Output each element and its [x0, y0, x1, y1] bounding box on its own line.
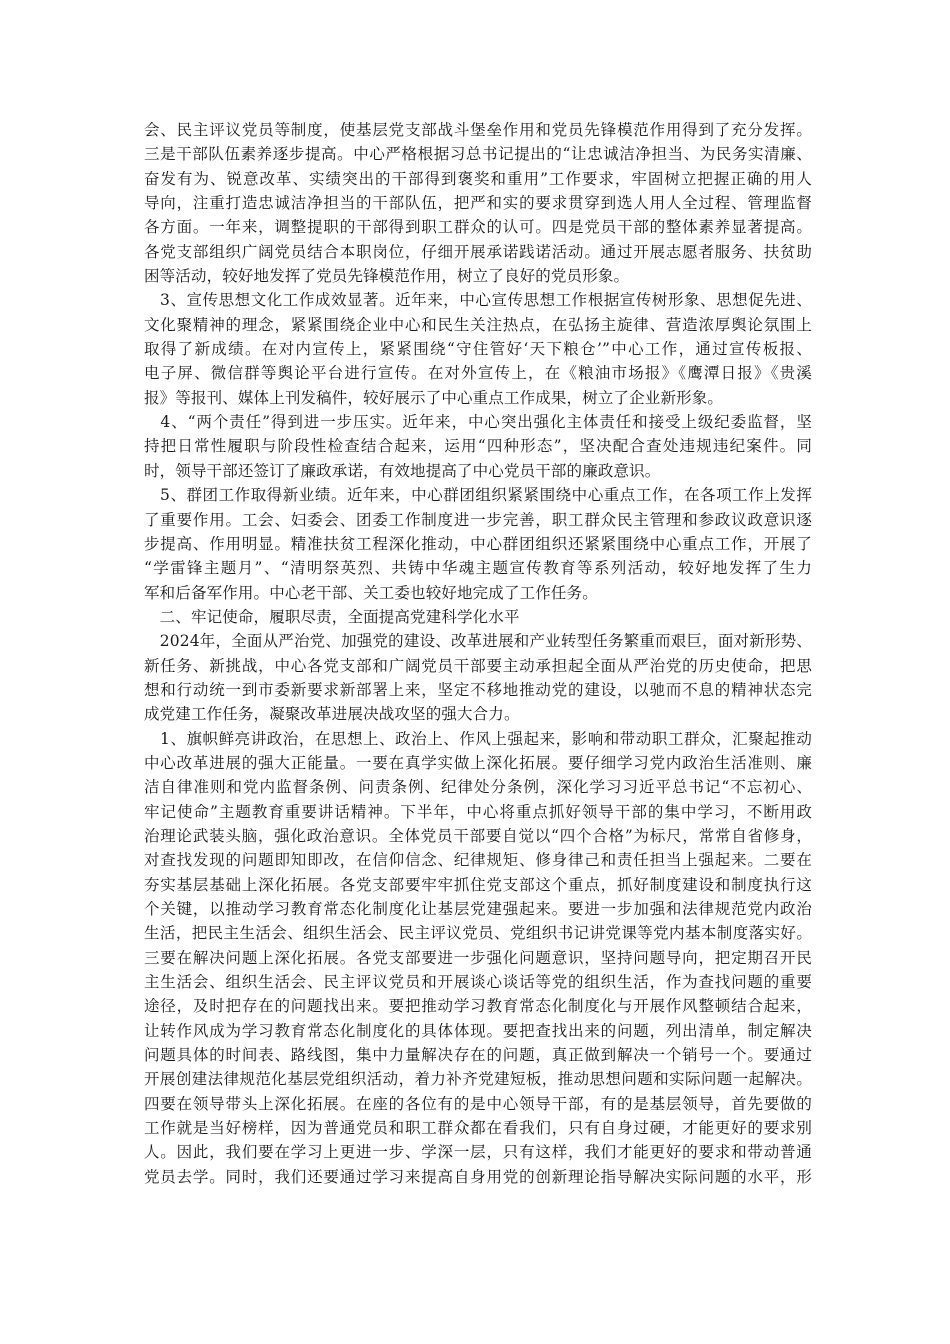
text-line: 电子屏、微信群等舆论平台进行宣传。在对外宣传上，在《粮油市场报》《鹰潭日报》《贵溪 [144, 364, 812, 383]
text-line: 中心改革进展的强大正能量。一要在真学实做上深化拓展。要仔细学习党内政治生活准则、廉 [144, 753, 812, 772]
text-line: 让转作风成为学习教育常态化制度化的具体体现。要把查找出来的问题，列出清单，制定解决 [144, 1021, 812, 1040]
text-line: 开展创建法律规范化基层党组织活动，着力补齐党建短板，推动思想问题和实际问题一起解决。 [144, 1070, 812, 1089]
text-line: 导向，注重打造忠诚洁净担当的干部队伍，把严和实的要求贯穿到选人用人全过程、管理监督 [144, 194, 812, 213]
text-line: 新任务、新挑战，中心各党支部和广阔党员干部要主动承担起全面从严治党的历史使命，把思 [144, 656, 812, 675]
text-line: 1、旗帜鲜亮讲政治，在思想上、政治上、作风上强起来，影响和带动职工群众，汇聚起推动 [144, 729, 812, 748]
text-line: 治理论武装头脑，强化政治意识。全体党员干部要自觉以“四个合格”为标尺，常常自省修身， [144, 826, 812, 845]
text-line: 各党支部组织广阔党员结合本职岗位，仔细开展承诺践诺活动。通过开展志愿者服务、扶贫助 [144, 242, 812, 261]
text-line: 了重要作用。工会、妇委会、团委工作制度进一步完善，职工群众民主管理和参政议政意识逐 [144, 510, 812, 529]
document-body [144, 118, 812, 1189]
text-line: 二、牢记使命，履职尽责，全面提高党建科学化水平 [144, 607, 520, 626]
text-line: 文化聚精神的理念，紧紧围绕企业中心和民生关注热点，在弘扬主旋律、营造浓厚舆论氛围上 [144, 315, 812, 334]
text-line: 困等活动，较好地发挥了党员先锋模范作用，树立了良好的党员形象。 [144, 267, 630, 286]
text-line: 成党建工作任务，凝聚改革进展决战攻坚的强大合力。 [144, 705, 520, 724]
text-line: 三要在解决问题上深化拓展。各党支部要进一步强化问题意识，坚持问题导向，把定期召开民 [144, 948, 812, 967]
text-line: 军和后备军作用。中心老干部、关工委也较好地完成了工作任务。 [144, 583, 598, 602]
text-line: 3、宣传思想文化工作成效显著。近年来，中心宣传思想工作根据宣传树形象、思想促先进、 [144, 291, 812, 310]
text-line: 对查找发现的问题即知即改，在信仰信念、纪律规矩、修身律己和责任担当上强起来。二要在 [144, 851, 812, 870]
text-line: 党员去学。同时，我们还要通过学习来提高自身用党的创新理论指导解决实际问题的水平，形 [144, 1167, 812, 1186]
text-line: 工作就是当好榜样，因为普通党员和职工群众都在看我们，只有自身过硬，才能更好的要求别 [144, 1119, 812, 1138]
text-line: 三是干部队伍素养逐步提高。中心严格根据习总书记提出的“让忠诚洁净担当、为民务实清廉、 [144, 145, 812, 164]
text-line: 个关键，以推动学习教育常态化制度化让基层党建强起来。要进一步加强和法律规范党内政治 [144, 900, 812, 918]
text-line: 各方面。一年来，调整提职的干部得到职工群众的认可。四是党员干部的整体素养显著提高。 [144, 218, 812, 237]
text-line: 4、“两个责任”得到进一步压实。近年来，中心突出强化主体责任和接受上级纪委监督，坚 [144, 413, 812, 432]
text-line: 时，领导干部还签订了廉政承诺，有效地提高了中心党员干部的廉政意识。 [144, 461, 661, 480]
text-line: 持把日常性履职与阶段性检查结合起来，运用“四种形态”，坚决配合查处违规违纪案件。同 [144, 437, 812, 456]
text-line: 5、群团工作取得新业绩。近年来，中心群团组织紧紧围绕中心重点工作，在各项工作上发挥 [144, 486, 812, 505]
text-line: 牢记使命”主题教育重要讲话精神。下半年，中心将重点抓好领导干部的集中学习，不断用政 [144, 802, 812, 821]
text-line: 人。因此，我们要在学习上更进一步、学深一层，只有这样，我们才能更好的要求和带动普通 [144, 1143, 812, 1162]
text-line: 途径，及时把存在的问题找出来。要把推动学习教育常态化制度化与开展作风整顿结合起来， [144, 997, 812, 1016]
text-line: 步提高、作用明显。精准扶贫工程深化推动，中心群团组织还紧紧围绕中心重点工作，开展了 [144, 534, 812, 553]
text-line: 会、民主评议党员等制度，使基层党支部战斗堡垒作用和党员先锋模范作用得到了充分发挥。 [144, 121, 812, 139]
text-line: 洁自律准则和党内监督条例、问责条例、纪律处分条例，深化学习习近平总书记“不忘初心、 [144, 778, 812, 797]
text-line: 问题具体的时间表、路线图，集中力量解决存在的问题，真正做到解决一个销号一个。要通过 [144, 1046, 812, 1065]
text-line: 奋发有为、锐意改革、实绩突出的干部得到褒奖和重用”工作要求，牢固树立把握正确的用人 [144, 169, 812, 188]
text-line: 想和行动统一到市委新要求新部署上来，坚定不移地推动党的建设，以驰而不息的精神状态完 [144, 680, 812, 699]
text-line: 四要在领导带头上深化拓展。在座的各位有的是中心领导干部，有的是基层领导，首先要做的 [144, 1094, 812, 1113]
text-line: 报》等报刊、媒体上刊发稿件，较好展示了中心重点工作成果，树立了企业新形象。 [144, 388, 724, 407]
text-line: 生活，把民主生活会、组织生活会、民主评议党员、党组织书记讲党课等党内基本制度落实好。 [144, 924, 812, 943]
text-line: 主生活会、组织生活会、民主评议党员和开展谈心谈话等党的组织生活，作为查找问题的重要 [144, 973, 812, 992]
text-line: 取得了新成绩。在对内宣传上，紧紧围绕“守住管好‘天下粮仓’”中心工作，通过宣传板报、 [144, 340, 812, 359]
text-line: 夯实基层基础上深化拓展。各党支部要牢牢抓住党支部这个重点，抓好制度建设和制度执行这 [144, 875, 812, 894]
text-line: “学雷锋主题月”、“清明祭英烈、共铸中华魂主题宣传教育等系列活动，较好地发挥了生力 [144, 559, 812, 578]
text-line: 2024年，全面从严治党、加强党的建设、改革进展和产业转型任务繁重而艰巨，面对新形势、 [144, 632, 812, 651]
